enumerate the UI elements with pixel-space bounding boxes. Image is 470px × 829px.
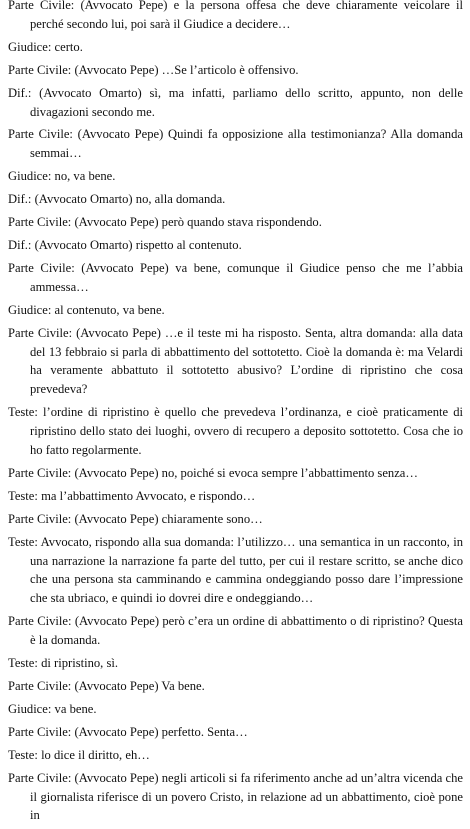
transcript-turn bbox=[8, 510, 463, 529]
turn-text: (Avvocato Pepe) chiaramente sono… bbox=[74, 511, 263, 526]
transcript-turn bbox=[8, 723, 463, 742]
transcript-turn bbox=[8, 38, 463, 57]
turn-text: (Avvocato Pepe) Quindi fa opposizione alla testimonianza? Alla domanda semmai… bbox=[30, 127, 463, 161]
turn-text: certo. bbox=[54, 39, 83, 54]
speaker-label: Parte Civile: bbox=[8, 62, 72, 77]
turn-text: va bene. bbox=[54, 701, 97, 716]
speaker-label: Parte Civile: bbox=[8, 770, 72, 785]
speaker-label: Giudice: bbox=[8, 701, 52, 716]
transcript-turn bbox=[8, 190, 463, 209]
transcript-turn bbox=[8, 324, 463, 400]
transcript-page bbox=[8, 0, 463, 829]
transcript-turn bbox=[8, 769, 463, 826]
turn-text: ma l’abbattimento Avvocato, e rispondo… bbox=[41, 488, 256, 503]
transcript-turn bbox=[8, 236, 463, 255]
speaker-label: Giudice: bbox=[8, 39, 52, 54]
transcript-turn bbox=[8, 612, 463, 650]
transcript-turn bbox=[8, 700, 463, 719]
turn-text: (Avvocato Pepe) …e il teste mi ha risposto. Senta, altra domanda: alla data del 13 febbraio si parla di abbattimento del sottotetto. Cioè la domanda è: ma Velardi ha veramente abbattuto il sottotetto abusivo? L’ordine di ripristino che cosa prevedeva? bbox=[30, 325, 464, 397]
turn-text: (Avvocato Pepe) però quando stava rispondendo. bbox=[74, 215, 322, 230]
speaker-label: Parte Civile: bbox=[8, 465, 72, 480]
speaker-label: Dif.: bbox=[8, 192, 32, 207]
speaker-label: Teste: bbox=[8, 534, 38, 549]
transcript-turn bbox=[8, 654, 463, 673]
speaker-label: Giudice: bbox=[8, 302, 52, 317]
turn-text: (Avvocato Omarto) sì, ma infatti, parliamo dello scritto, appunto, non delle divagazioni secondo me. bbox=[30, 85, 463, 119]
turn-text: (Avvocato Pepe) negli articoli si fa riferimento anche ad un’altra vicenda che il giornalista riferisce di un povero Cristo, in relazione ad un abbattimento, cioè pone in bbox=[30, 770, 464, 823]
transcript-turn bbox=[8, 213, 463, 232]
transcript-turn bbox=[8, 403, 463, 460]
speaker-label: Parte Civile: bbox=[8, 325, 73, 340]
turn-text: (Avvocato Pepe) …Se l’articolo è offensivo. bbox=[74, 62, 299, 77]
speaker-label: Dif.: bbox=[8, 237, 32, 252]
speaker-label: Parte Civile: bbox=[8, 0, 75, 12]
transcript-turn bbox=[8, 167, 463, 186]
speaker-label: Giudice: bbox=[8, 169, 52, 184]
transcript-turn bbox=[8, 677, 463, 696]
turn-text: (Avvocato Pepe) va bene, comunque il Giudice penso che me l’abbia ammessa… bbox=[30, 260, 464, 294]
speaker-label: Parte Civile: bbox=[8, 215, 72, 230]
turn-text: (Avvocato Omarto) no, alla domanda. bbox=[34, 192, 226, 207]
turn-text: di ripristino, sì. bbox=[41, 656, 119, 671]
transcript-turn bbox=[8, 533, 463, 609]
transcript-turn bbox=[8, 464, 463, 483]
transcript-turn bbox=[8, 746, 463, 765]
transcript-turn bbox=[8, 0, 463, 34]
transcript-turn bbox=[8, 487, 463, 506]
turn-text: Avvocato, rispondo alla sua domanda: l’utilizzo… una semantica in un racconto, in una narrazione la narrazione fa parte del tutto, per cui il restare scritto, se anche dico che una persona sta camminando e cammina ondeggiando posso dare l’impressione che sta ubriaco, e quindi io dovrei dire e ondeggiando… bbox=[30, 534, 463, 606]
speaker-label: Parte Civile: bbox=[8, 679, 72, 693]
speaker-label: Parte Civile: bbox=[8, 724, 72, 739]
turn-text: (Avvocato Pepe) no, poiché si evoca sempre l’abbattimento senza… bbox=[74, 465, 418, 480]
transcript-turn bbox=[8, 84, 463, 122]
speaker-label: Parte Civile: bbox=[8, 260, 75, 275]
turn-text: (Avvocato Pepe) e la persona offesa che deve chiaramente veicolare il perché secondo lui, poi sarà il Giudice a decidere… bbox=[30, 0, 463, 31]
speaker-label: Parte Civile: bbox=[8, 127, 73, 142]
speaker-label: Teste: bbox=[8, 488, 38, 503]
turn-text: lo dice il diritto, eh… bbox=[41, 747, 150, 762]
speaker-label: Parte Civile: bbox=[8, 614, 72, 629]
turn-text: (Avvocato Pepe) perfetto. Senta… bbox=[74, 724, 248, 739]
transcript-turn bbox=[8, 301, 463, 320]
transcript-turn bbox=[8, 125, 463, 163]
speaker-label: Teste: bbox=[8, 656, 38, 671]
speaker-label: Dif.: bbox=[8, 85, 32, 100]
transcript-turn bbox=[8, 61, 463, 80]
turn-text: (Avvocato Pepe) Va bene. bbox=[74, 679, 205, 693]
turn-text: (Avvocato Omarto) rispetto al contenuto. bbox=[34, 237, 242, 252]
turn-text: al contenuto, va bene. bbox=[54, 302, 165, 317]
speaker-label: Teste: bbox=[8, 405, 38, 420]
turn-text: no, va bene. bbox=[54, 169, 116, 184]
turn-text: (Avvocato Pepe) però c’era un ordine di abbattimento o di ripristino? Questa è la domanda. bbox=[30, 614, 463, 648]
transcript-turn bbox=[8, 259, 463, 297]
speaker-label: Teste: bbox=[8, 747, 38, 762]
speaker-label: Parte Civile: bbox=[8, 511, 72, 526]
turn-text: l’ordine di ripristino è quello che prevedeva l’ordinanza, e cioè praticamente di ripristino dello stato dei luoghi, ovvero di recupero a deposito sottotetto. Cosa che io ho fatto regolarmente. bbox=[30, 405, 463, 458]
